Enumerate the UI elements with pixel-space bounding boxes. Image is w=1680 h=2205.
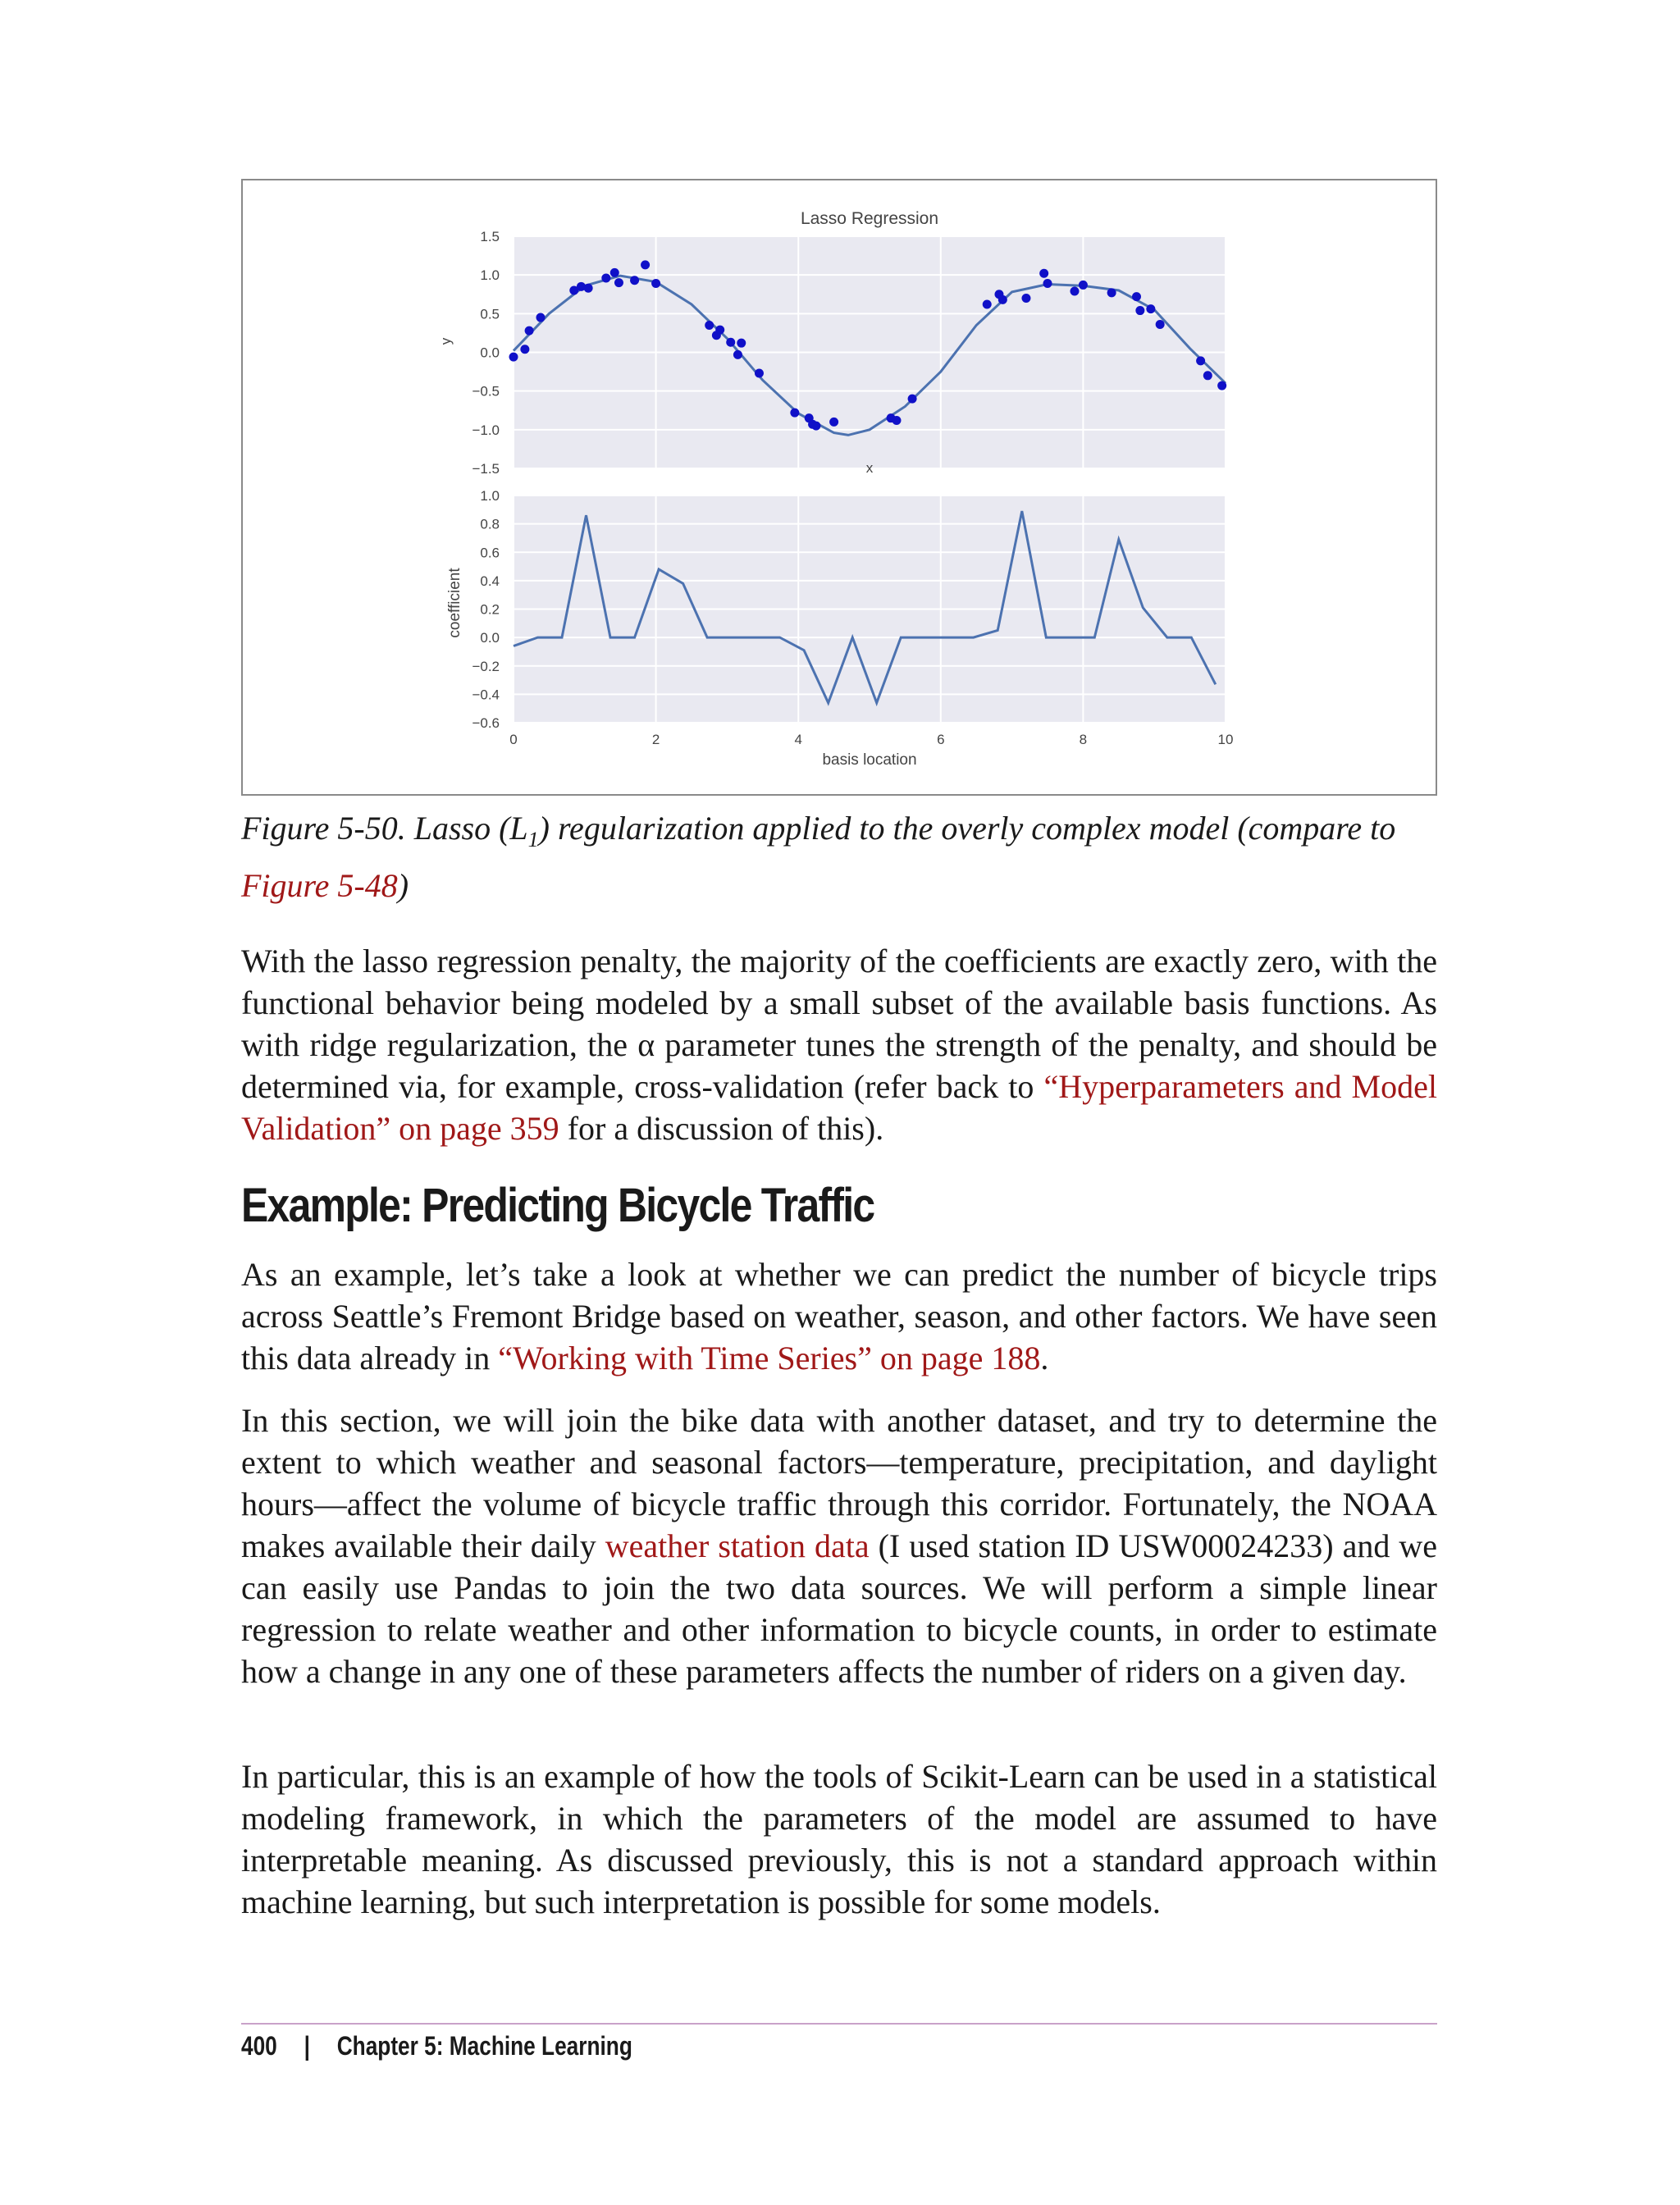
data-point bbox=[705, 321, 714, 330]
bottom-ytick-label: −0.2 bbox=[472, 658, 500, 674]
bottom-xtick-label: 4 bbox=[794, 732, 802, 747]
data-point bbox=[1217, 381, 1226, 390]
figure-caption bbox=[241, 806, 1447, 909]
hyperparameters-link[interactable]: “Hyperparameters and Model Validation” on page 359 bbox=[241, 1068, 1437, 1147]
caption-subscript: 1 bbox=[527, 828, 539, 851]
data-point bbox=[1079, 281, 1088, 290]
bottom-xtick-label: 6 bbox=[937, 732, 945, 747]
data-point bbox=[1196, 356, 1205, 365]
caption-prefix: Figure 5-50. Lasso (L bbox=[241, 810, 528, 847]
paragraph-example-text: As an example, let’s take a look at whether we can predict the number of bicycle trips across Seattle’s Fremont Bridge based on weather, season, and other factors. We have seen this data already in bbox=[241, 1256, 1437, 1376]
data-point bbox=[584, 284, 593, 293]
data-point bbox=[610, 268, 619, 277]
bottom-ytick-label: 0.8 bbox=[480, 516, 500, 532]
data-point bbox=[1021, 294, 1030, 303]
data-point bbox=[1146, 304, 1155, 313]
bottom-ytick-label: 0.2 bbox=[480, 601, 500, 618]
data-point bbox=[715, 326, 724, 335]
bottom-ytick-label: 0.0 bbox=[480, 630, 500, 646]
top-ytick-label: 1.5 bbox=[480, 229, 500, 244]
data-point bbox=[614, 278, 623, 287]
data-point bbox=[811, 422, 820, 431]
paragraph-section-text: In this section, we will join the bike data with another dataset, and try to determine the extent to which weather and seasonal factors—temperature, precipitation, and daylight hours—affect the volume of bicycle traffic through this corridor. Fortunately, the NOAA makes available their daily bbox=[241, 1402, 1437, 1564]
bottom-xtick-label: 8 bbox=[1079, 732, 1088, 747]
top-plot-ylabel: y bbox=[438, 337, 454, 345]
top-ytick-label: −0.5 bbox=[472, 383, 500, 399]
paragraph-example bbox=[241, 1253, 1437, 1379]
top-ytick-label: 0.5 bbox=[480, 306, 500, 322]
paragraph-particular bbox=[241, 1755, 1437, 1923]
data-point bbox=[892, 416, 901, 425]
paragraph-section bbox=[241, 1399, 1437, 1692]
top-plot-title: Lasso Regression bbox=[800, 209, 939, 228]
bottom-ytick-label: 1.0 bbox=[480, 488, 500, 504]
bottom-plot-ylabel: coefficient bbox=[446, 568, 463, 638]
data-point bbox=[525, 326, 534, 336]
paragraph-lasso bbox=[241, 940, 1437, 1149]
data-point bbox=[641, 260, 650, 269]
data-point bbox=[908, 395, 917, 404]
bottom-plot-xlabel: basis location bbox=[822, 751, 917, 769]
figure-link[interactable]: Figure 5-48 bbox=[241, 867, 398, 904]
data-point bbox=[651, 279, 660, 288]
data-point bbox=[726, 338, 735, 347]
data-point bbox=[601, 273, 610, 282]
data-point bbox=[755, 368, 764, 377]
top-ytick-label: −1.0 bbox=[472, 422, 500, 438]
data-point bbox=[998, 295, 1007, 304]
figure-frame bbox=[241, 179, 1437, 796]
data-point bbox=[520, 345, 529, 354]
caption-suffix: ) bbox=[397, 867, 409, 904]
time-series-link[interactable]: “Working with Time Series” on page 188 bbox=[498, 1340, 1041, 1376]
data-point bbox=[1156, 320, 1165, 329]
top-plot-yticks bbox=[472, 229, 500, 477]
data-point bbox=[1039, 269, 1048, 278]
data-point bbox=[1135, 306, 1144, 315]
bottom-ytick-label: 0.4 bbox=[480, 573, 500, 589]
data-point bbox=[630, 276, 639, 285]
data-point bbox=[536, 313, 545, 322]
bottom-xtick-label: 10 bbox=[1217, 732, 1234, 747]
paragraph-lasso-suffix: for a discussion of this). bbox=[559, 1110, 884, 1147]
chapter-title: Chapter 5: Machine Learning bbox=[336, 2031, 632, 2061]
top-ytick-label: 1.0 bbox=[480, 267, 500, 284]
data-point bbox=[829, 418, 838, 427]
data-point bbox=[737, 339, 746, 348]
bottom-xtick-label: 0 bbox=[509, 732, 518, 747]
data-point bbox=[1043, 279, 1052, 288]
section-heading: Example: Predicting Bicycle Traffic bbox=[241, 1179, 874, 1232]
lasso-figure bbox=[243, 180, 1436, 794]
weather-data-link[interactable]: weather station data bbox=[605, 1527, 870, 1564]
page-number: 400 bbox=[241, 2031, 277, 2061]
paragraph-section-suffix: (I used station ID USW00024233) and we can easily use Pandas to join the two data sources. We will perform a simple linear regression to relate weather and other information to bicycle counts, in order to estimate how a change in any one of these parameters affects the number of riders on a given day. bbox=[241, 1527, 1437, 1690]
bottom-ytick-label: −0.6 bbox=[472, 715, 500, 731]
top-ytick-label: −1.5 bbox=[472, 461, 500, 477]
bottom-plot-xticks bbox=[509, 732, 1233, 747]
data-point bbox=[1107, 288, 1116, 297]
paragraph-example-suffix: . bbox=[1040, 1340, 1049, 1376]
data-point bbox=[509, 353, 518, 362]
caption-middle: ) regularization applied to the overly complex model (compare to bbox=[538, 810, 1396, 847]
data-point bbox=[733, 350, 742, 359]
top-ytick-label: 0.0 bbox=[480, 345, 500, 361]
paragraph-lasso-text: With the lasso regression penalty, the majority of the coefficients are exactly zero, with the functional behavior being modeled by a small subset of the available basis functions. As with ridge regularization, the α parameter tunes the strength of the penalty, and should be determined via, for example, cross-validation (refer back to bbox=[241, 943, 1437, 1105]
data-point bbox=[1132, 292, 1141, 301]
top-plot-xlabel: x bbox=[865, 460, 874, 476]
bottom-ytick-label: −0.4 bbox=[472, 687, 500, 703]
bottom-xtick-label: 2 bbox=[651, 732, 660, 747]
page-footer bbox=[241, 2031, 632, 2061]
data-point bbox=[1070, 286, 1079, 295]
bottom-ytick-label: 0.6 bbox=[480, 545, 500, 561]
bottom-plot-yticks bbox=[472, 488, 500, 731]
paragraph-particular-text: In particular, this is an example of how the tools of Scikit-Learn can be used in a statistical modeling framework, in which the parameters of the model are assumed to have interpretable meaning. As discussed previously, this is not a standard approach within machine learning, but such interpretation is possible for some models. bbox=[241, 1758, 1437, 1920]
data-point bbox=[1203, 371, 1212, 380]
footer-rule bbox=[241, 2023, 1437, 2025]
data-point bbox=[790, 409, 799, 418]
footer-separator: | bbox=[304, 2031, 310, 2061]
data-point bbox=[983, 300, 992, 309]
